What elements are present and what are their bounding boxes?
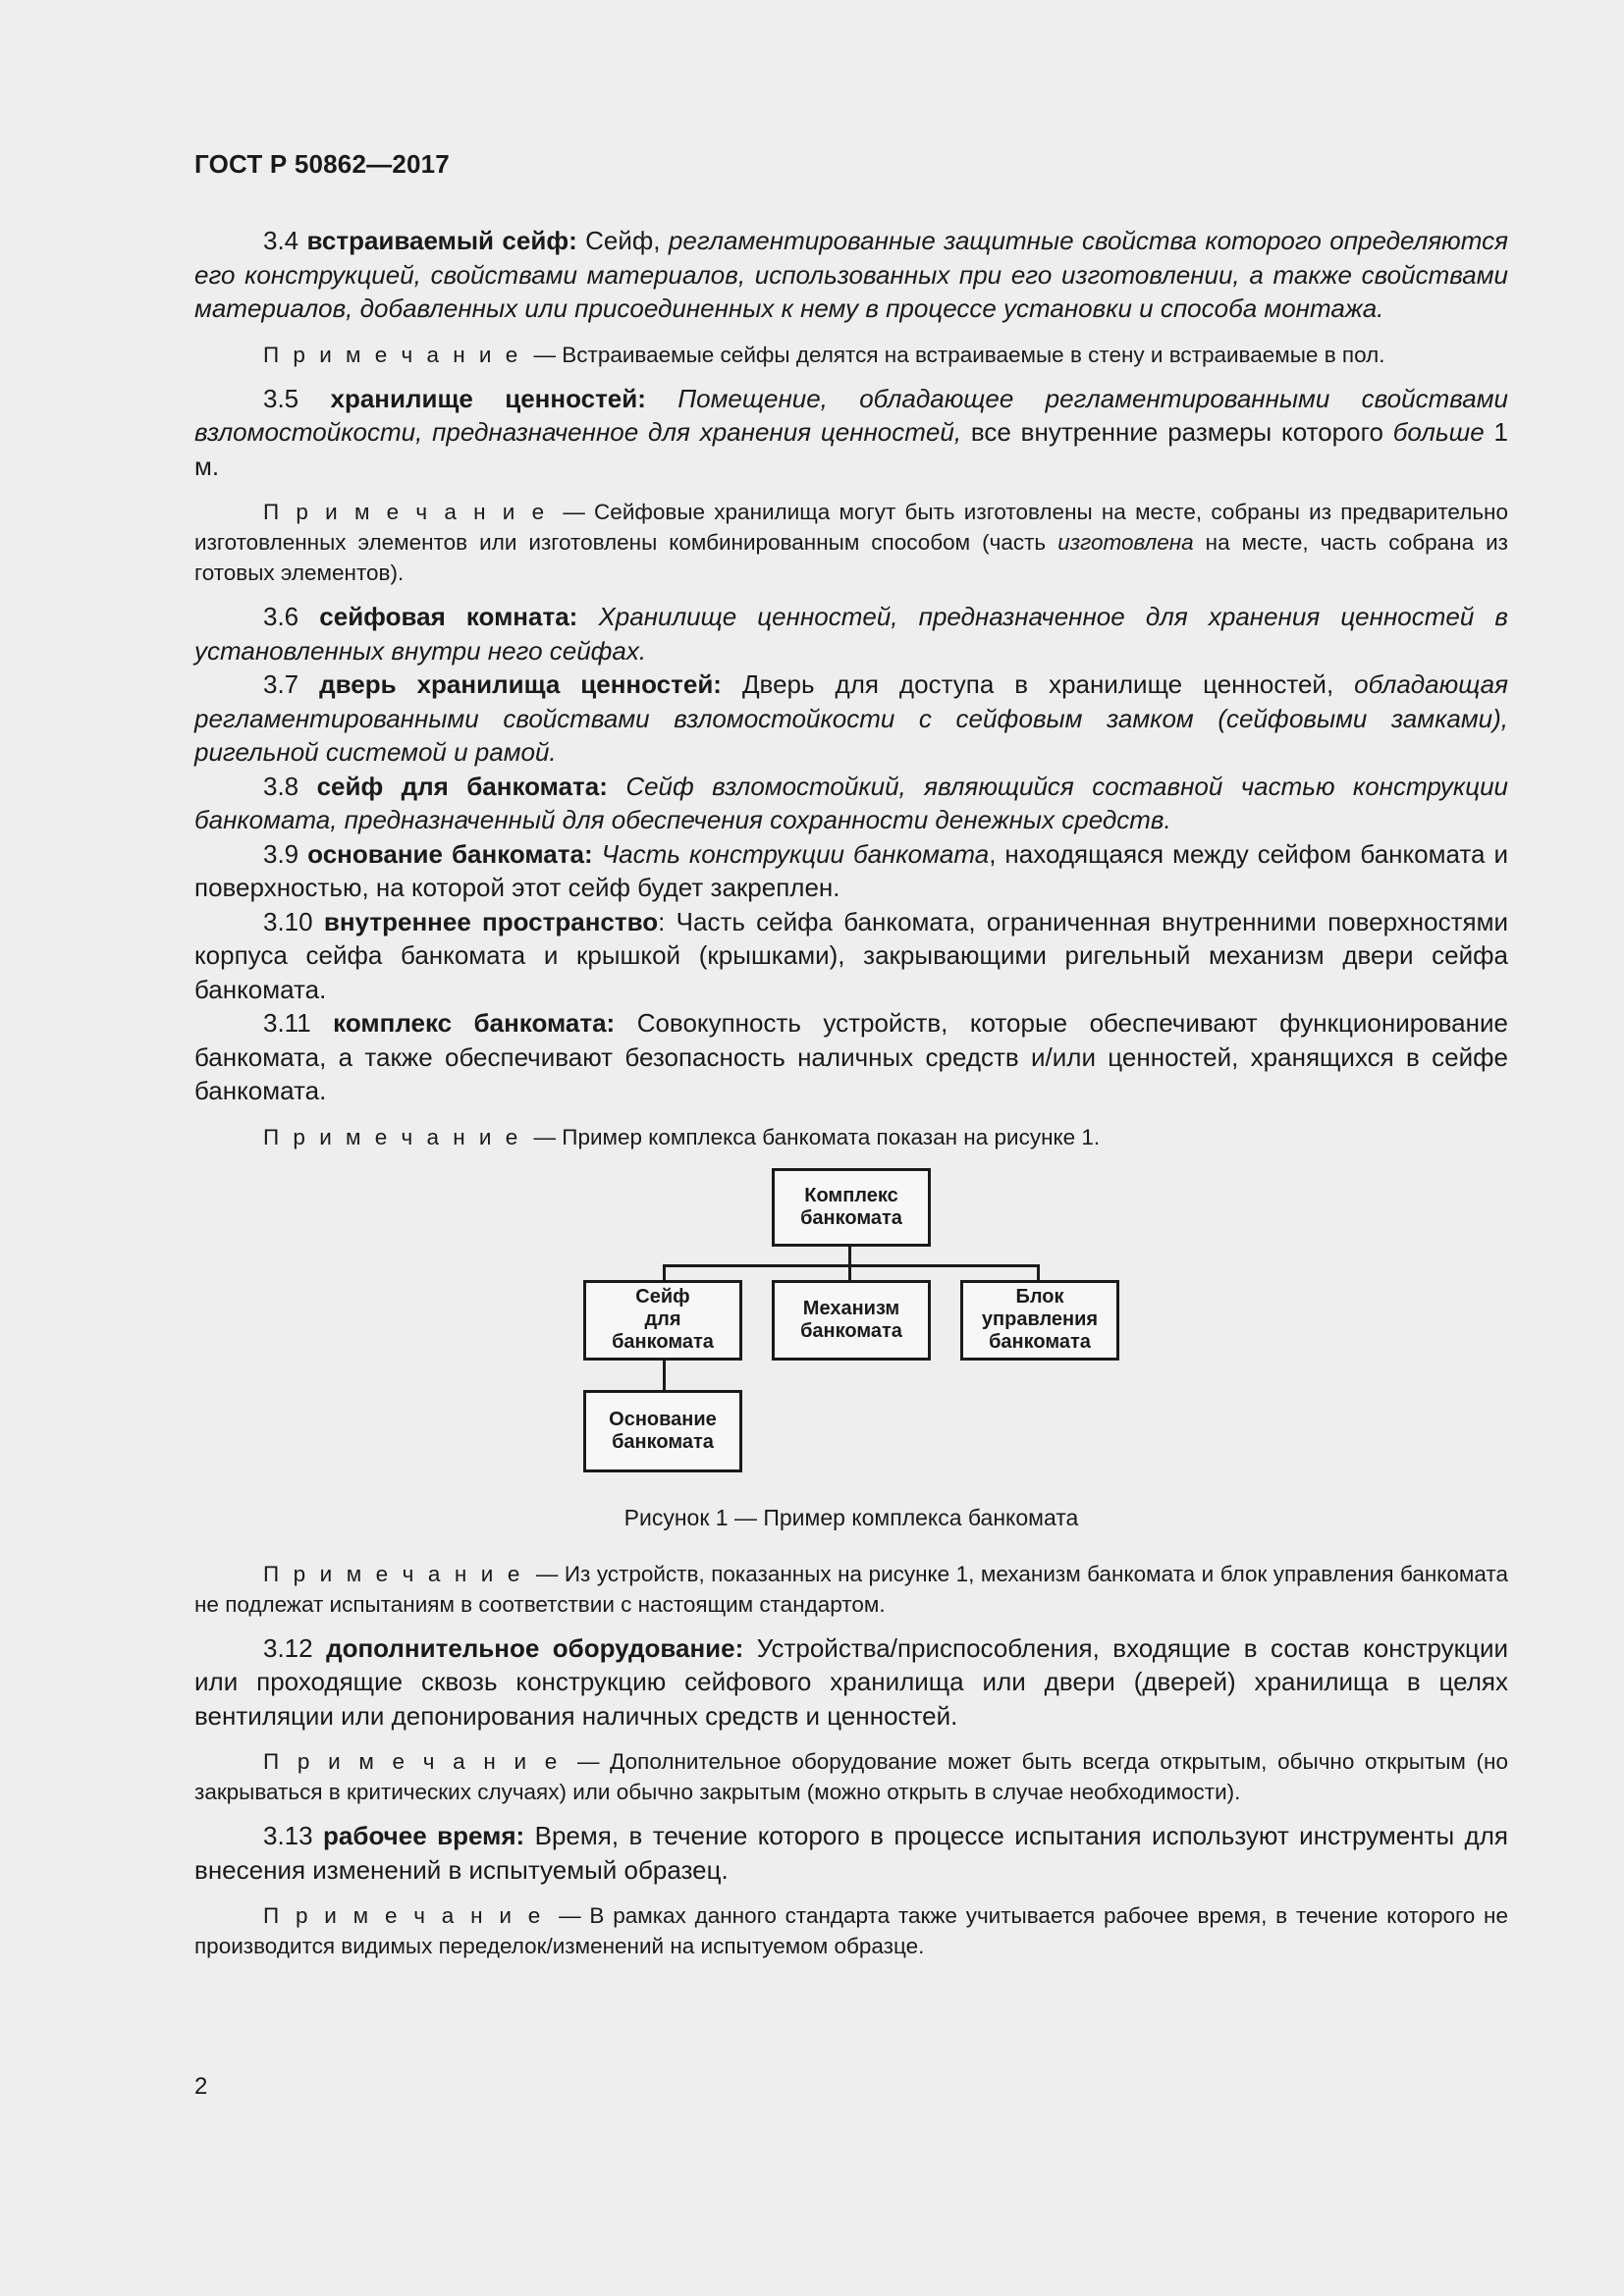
document-header: ГОСТ Р 50862—2017 [194, 149, 450, 179]
term-number: 3.11 [263, 1008, 311, 1038]
term-text: Устройства/приспособления, входящие в состав конструкции или проходящие сквозь конструкцию сейфового хранилища или двери (дверей) хранилища в целях вентиляции или депонирования наличных средств и ценностей. [194, 1632, 1508, 1731]
term-text: 1 м. [194, 417, 1508, 481]
term-3-9 [194, 837, 1508, 905]
figure-1-diagram [194, 1166, 1508, 1559]
box-atm-mechanism [772, 1280, 931, 1361]
box-label-line: банкомата [800, 1319, 902, 1342]
note-text: на месте, часть собрана из готовых элементов). [194, 530, 1508, 585]
box-label-line: Основание [609, 1408, 717, 1430]
note-text: — Пример комплекса банкомата показан на рисунке 1. [533, 1124, 1101, 1149]
term-3-12 [194, 1631, 1508, 1734]
box-label-line: для [644, 1308, 681, 1330]
note-label: П р и м е ч а н и е [263, 1903, 545, 1928]
term-name: основание банкомата: [307, 838, 593, 869]
term-text: Время, в течение которого в процессе испытания используют инструменты для внесения изменений в испытуемый образец. [194, 1821, 1508, 1885]
term-name: дополнительное оборудование: [326, 1632, 744, 1663]
connector-line [663, 1264, 1040, 1267]
term-3-13 [194, 1819, 1508, 1887]
term-number: 3.9 [263, 838, 299, 869]
term-name: встраиваемый сейф: [306, 226, 577, 255]
note-text: — Сейфовые хранилища могут быть изготовлены на месте, собраны из предварительно изготовленных элементов или изготовлены комбинированным способом (часть [194, 500, 1508, 555]
box-atm-control-unit [960, 1280, 1119, 1361]
term-number: 3.8 [263, 771, 299, 801]
term-name: сейф для банкомата: [316, 771, 608, 801]
term-number: 3.7 [263, 669, 299, 699]
note-text: — Из устройств, показанных на рисунке 1, механизм банкомата и блок управления банкомата не подлежат испытаниям в соответствии с настоящим стандартом. [194, 1561, 1508, 1617]
connector-line [848, 1245, 851, 1266]
note-3-4 [194, 340, 1508, 370]
term-name: внутреннее пространство [323, 906, 659, 936]
term-number: 3.6 [263, 602, 299, 631]
note-3-11 [194, 1122, 1508, 1152]
term-3-11 [194, 1006, 1508, 1108]
note-3-13 [194, 1900, 1508, 1961]
term-name: рабочее время: [323, 1821, 525, 1850]
box-label-line: Комплекс [804, 1184, 898, 1206]
note-label: П р и м е ч а н и е [263, 342, 522, 367]
box-label-line: банкомата [612, 1331, 714, 1353]
term-number: 3.5 [263, 383, 299, 413]
box-atm-base [583, 1390, 742, 1472]
figure-caption: Рисунок 1 — Пример комплекса банкомата [623, 1504, 1079, 1530]
page-number: 2 [194, 2073, 208, 2100]
box-atm-safe [583, 1280, 742, 1361]
box-label-line: банкомата [612, 1430, 714, 1453]
term-text: все внутренние размеры которого [970, 417, 1383, 447]
box-label-line: банкомата [800, 1206, 902, 1229]
term-number: 3.10 [263, 906, 313, 936]
connector-line [663, 1361, 666, 1392]
note-label: П р и м е ч а н и е [263, 1124, 522, 1149]
term-definition-italic: Хранилище ценностей, предназначенное для хранения ценностей в установленных внутри него сейфах. [194, 602, 1508, 666]
note-label: П р и м е ч а н и е [263, 500, 549, 524]
box-label-line: Блок [1015, 1286, 1064, 1308]
term-3-4 [194, 224, 1508, 326]
document-body [194, 224, 1508, 1973]
term-definition-italic: больше [1392, 417, 1485, 447]
note-text: — В рамках данного стандарта также учитывается рабочее время, в течение которого не производится видимых переделок/изменений на испытуемом образце. [194, 1903, 1508, 1958]
box-label-line: Сейф [635, 1286, 690, 1308]
note-label: П р и м е ч а н и е [263, 1749, 562, 1774]
term-definition-italic: обладающая регламентированными свойствами взломостойкости с сейфовым замком (сейфовыми замками), ригельной системой и рамой. [194, 669, 1508, 767]
term-definition-italic: Помещение, обладающее регламентированными свойствами взломостойкости, предназначенное для хранения ценностей, [194, 383, 1508, 447]
term-3-6 [194, 600, 1508, 667]
term-3-5 [194, 382, 1508, 484]
note-text: — Встраиваемые сейфы делятся на встраиваемые в стену и встраиваемые в пол. [533, 342, 1385, 367]
term-text: : Часть сейфа банкомата, ограниченная внутренними поверхностями корпуса сейфа банкомата и крышкой (крышками), закрывающими ригельный механизм двери сейфа банкомата. [194, 906, 1508, 1004]
note-label: П р и м е ч а н и е [263, 1561, 524, 1586]
term-3-8 [194, 770, 1508, 837]
term-definition-italic: регламентированные защитные свойства которого определяются его конструкцией, свойствами материалов, использованных при его изготовлении, а также свойствами материалов, добавленных или присоединенных к нему в процессе установки и способа монтажа. [194, 226, 1508, 323]
term-name: сейфовая комната: [319, 602, 578, 631]
note-text: — Дополнительное оборудование может быть всегда открытым, обычно открытым (но закрываться в критических случаях) или обычно закрытым (можно открыть в случае необходимости). [194, 1749, 1508, 1804]
note-3-12 [194, 1746, 1508, 1807]
term-number: 3.13 [263, 1821, 313, 1850]
box-label-line: Механизм [802, 1297, 900, 1319]
term-name: комплекс банкомата: [333, 1008, 616, 1038]
term-number: 3.12 [263, 1632, 313, 1663]
term-definition-italic: Часть конструкции банкомата [601, 838, 990, 869]
box-label-line: банкомата [989, 1331, 1091, 1353]
box-label-line: управления [981, 1308, 1099, 1330]
term-text: , находящаяся между сейфом банкомата и поверхностью, на которой этот сейф будет закреплен. [194, 838, 1508, 902]
note-text-italic: изготовлена [1057, 530, 1194, 555]
term-name: дверь хранилища ценностей: [319, 669, 722, 699]
box-atm-complex [772, 1168, 931, 1247]
term-text: Совокупность устройств, которые обеспечивают функционирование банкомата, а также обеспечивают безопасность наличных средств и/или ценностей, хранящихся в сейфе банкомата. [194, 1008, 1508, 1105]
note-3-5 [194, 497, 1508, 588]
term-name: хранилище ценностей: [330, 383, 646, 413]
term-text: Дверь для доступа в хранилище ценностей, [741, 669, 1334, 699]
term-text: Сейф, [585, 226, 661, 255]
term-number: 3.4 [263, 226, 299, 255]
term-3-10 [194, 905, 1508, 1007]
term-definition-italic: Сейф взломостойкий, являющийся составной частью конструкции банкомата, предназначенный для обеспечения сохранности денежных средств. [194, 771, 1508, 834]
note-figure-1 [194, 1559, 1508, 1620]
term-3-7 [194, 667, 1508, 770]
